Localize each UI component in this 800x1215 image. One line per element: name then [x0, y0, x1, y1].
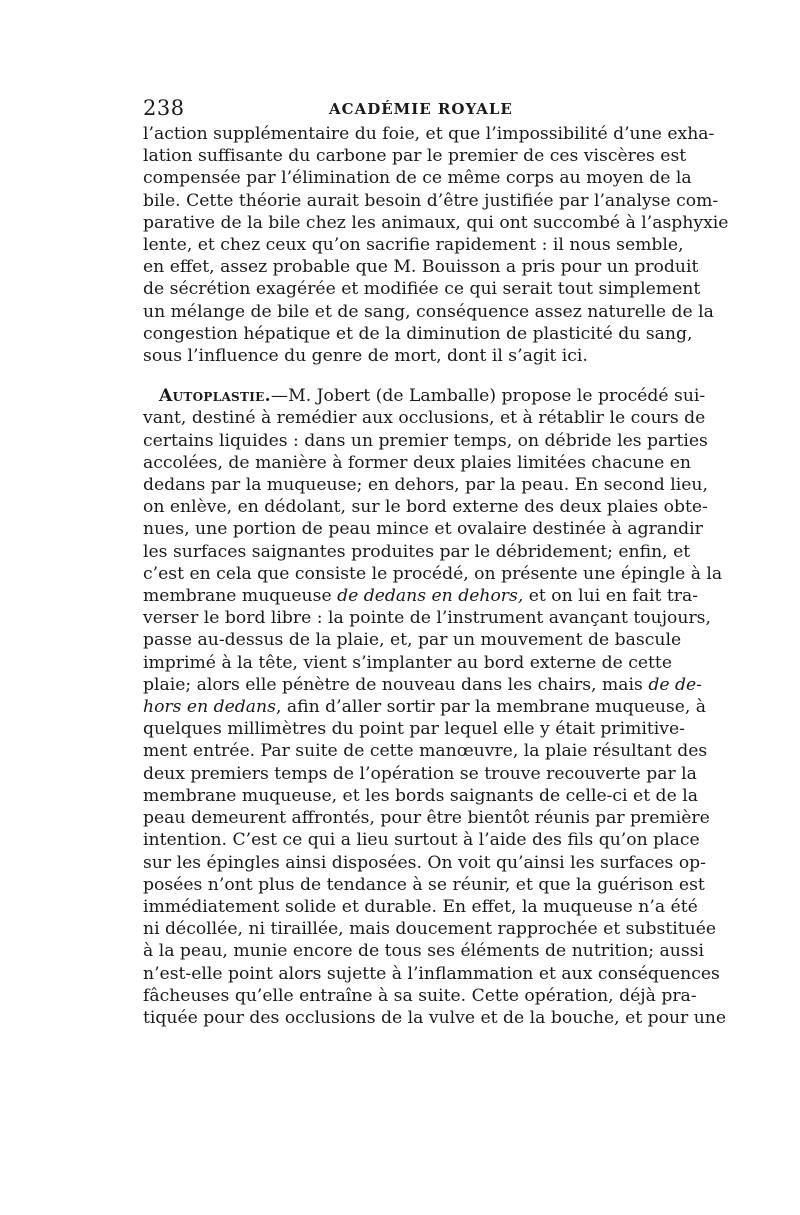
text-line: n’est-elle point alors sujette à l’inflammation et aux conséquences: [143, 963, 720, 984]
text-line: [143, 674, 702, 696]
text-line: deux premiers temps de l’opération se trouve recouverte par la: [143, 763, 697, 784]
text-line: ment entrée. Par suite de cette manœuvre, la plaie résultant des: [143, 741, 708, 762]
text-line: [143, 585, 699, 607]
italic-run: de dedans en dehors,: [337, 586, 524, 607]
text-line: certains liquides : dans un premier temps, on débride les parties: [143, 430, 708, 451]
text-line: tiquée pour des occlusions de la vulve et de la bouche, et pour une: [143, 1007, 727, 1028]
paragraph-autoplastie: [143, 385, 727, 1029]
paragraph-bile-theory: [143, 123, 729, 367]
text-line: peau demeurent affrontés, pour être bientôt réunis par première: [143, 808, 710, 829]
text-run: membrane muqueuse: [143, 586, 338, 607]
text-line: imprimé à la tête, vient s’implanter au bord externe de cette: [143, 652, 673, 673]
italic-run: de de-: [648, 674, 702, 695]
text-line: quelques millimètres du point par lequel elle y était primitive-: [143, 719, 685, 740]
text-line: c’est en cela que consiste le procédé, on présente une épingle à la: [143, 563, 723, 584]
text-line: bile. Cette théorie aurait besoin d’être justifiée par l’analyse com-: [143, 190, 719, 211]
text-run: et on lui en fait tra-: [523, 586, 699, 607]
text-line: nues, une portion de peau mince et ovalaire destinée à agrandir: [143, 519, 703, 540]
text-line: lente, et chez ceux qu’on sacrifie rapidement : il nous semble,: [143, 235, 684, 256]
text-line: à la peau, munie encore de tous ses éléments de nutrition; aussi: [143, 941, 704, 962]
running-header: [143, 93, 659, 123]
text-line: en effet, assez probable que M. Bouisson a pris pour un produit: [143, 257, 699, 278]
text-line: de sécrétion exagérée et modifiée ce qui serait tout simplement: [143, 279, 701, 300]
text-line: sur les épingles ainsi disposées. On voit qu’ainsi les surfaces op-: [143, 852, 706, 873]
text-line: vant, destiné à remédier aux occlusions, et à rétablir le cours de: [143, 408, 706, 429]
text-line: posées n’ont plus de tendance à se réunir, et que la guérison est: [143, 874, 705, 895]
text-line: passe au-dessus de la plaie, et, par un mouvement de bascule: [143, 630, 682, 651]
text-line: [143, 696, 707, 718]
text-line: parative de la bile chez les animaux, qui ont succombé à l’asphyxie: [143, 212, 729, 233]
text-line: accolées, de manière à former deux plaies limitées chacune en: [143, 452, 691, 473]
book-page: [143, 93, 729, 1029]
text-line: fâcheuses qu’elle entraîne à sa suite. Cette opération, déjà pra-: [143, 985, 697, 1006]
text-run: plaie; alors elle pénètre de nouveau dans les chairs, mais: [143, 674, 649, 695]
text-line: lation suffisante du carbone par le premier de ces viscères est: [143, 146, 687, 167]
text-line-rest: —M. Jobert (de Lamballe) propose le procédé sui-: [270, 386, 706, 407]
text-line: compensée par l’élimination de ce même corps au moyen de la: [143, 168, 692, 189]
italic-run: hors en dedans: [143, 697, 276, 718]
text-line: on enlève, en dédolant, sur le bord externe des deux plaies obte-: [143, 497, 708, 518]
text-line: sous l’influence du genre de mort, dont il s’agit ici.: [143, 346, 588, 367]
text-line: dedans par la muqueuse; en dehors, par la peau. En second lieu,: [143, 475, 708, 496]
text-line: ni décollée, ni tiraillée, mais doucement rapprochée et substituée: [143, 919, 717, 940]
page-number: 238: [143, 96, 185, 120]
running-title: ACADÉMIE ROYALE: [329, 100, 513, 118]
text-line: [143, 385, 706, 407]
text-line: un mélange de bile et de sang, conséquence assez naturelle de la: [143, 301, 714, 322]
text-line: intention. C’est ce qui a lieu surtout à l’aide des fils qu’on place: [143, 830, 700, 851]
text-line: verser le bord libre : la pointe de l’instrument avançant toujours,: [143, 608, 711, 629]
section-heading-autoplastie: Autoplastie.: [159, 386, 271, 407]
text-line: les surfaces saignantes produites par le débridement; enfin, et: [143, 541, 691, 562]
text-line: membrane muqueuse, et les bords saignants de celle-ci et de la: [143, 785, 698, 806]
text-line: congestion hépatique et de la diminution de plasticité du sang,: [143, 323, 693, 344]
text-line: l’action supplémentaire du foie, et que l’impossibilité d’une exha-: [143, 124, 715, 144]
text-line: immédiatement solide et durable. En effet, la muqueuse n’a été: [143, 896, 698, 917]
text-run: , afin d’aller sortir par la membrane muqueuse, à: [275, 697, 707, 718]
